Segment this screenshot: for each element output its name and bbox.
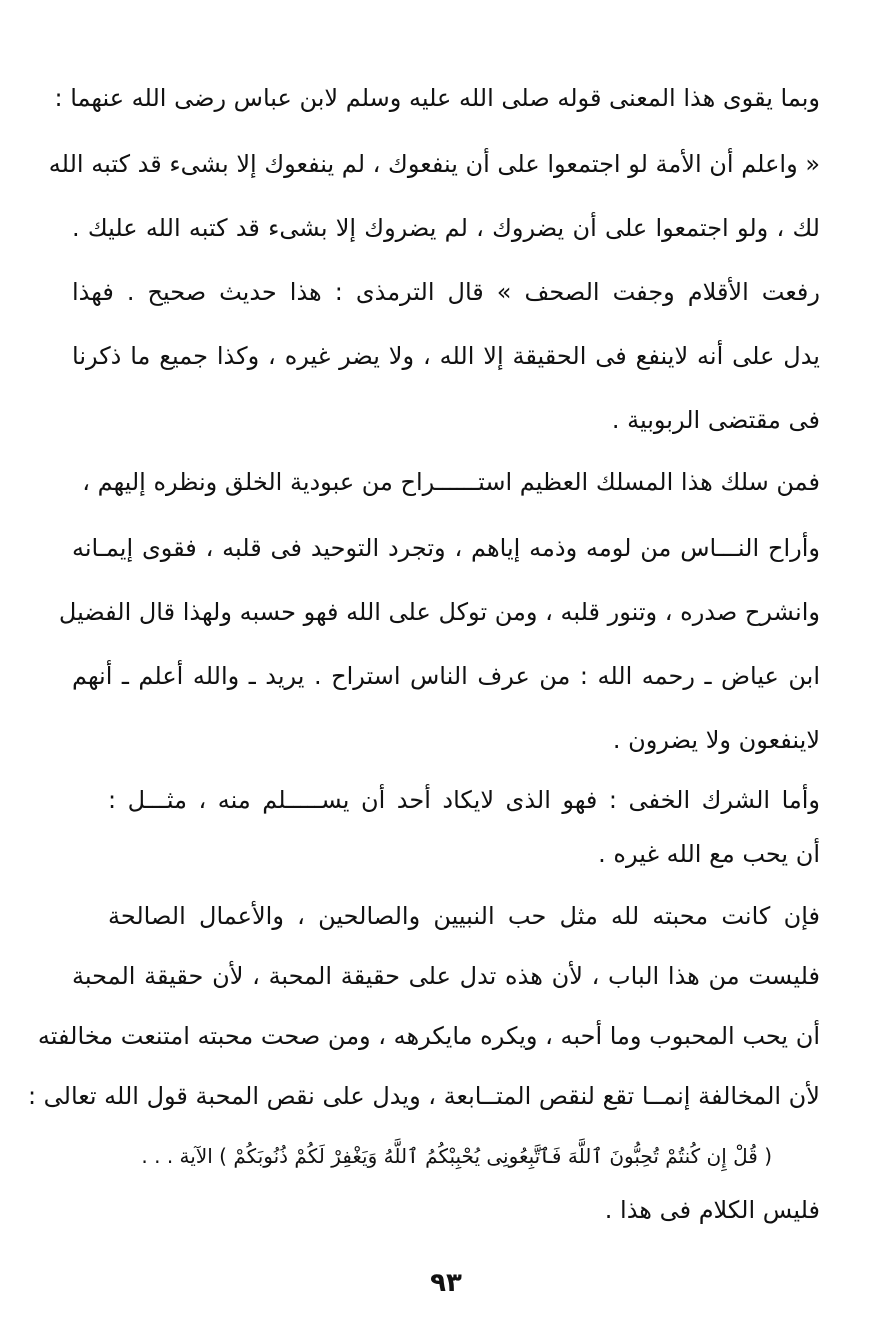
text-line: فليست من هذا الباب ، لأن هذه تدل على حقيقة المحبة ، لأن حقيقة المحبة: [72, 962, 820, 990]
verse-suffix: الآية . . .: [141, 1144, 213, 1168]
verse-close-paren: ): [219, 1144, 227, 1168]
text-line: لأن المخالفة إنمــا تقع لنقص المتــابعة ، ويدل على نقص المحبة قول الله تعالى :: [27, 1082, 820, 1110]
text-line: فى مقتضى الربوبية .: [611, 406, 820, 434]
text-line: فمن سلك هذا المسلك العظيم استــــــراح من عبودية الخلق ونظره إليهم ،: [82, 468, 820, 496]
text-line: « واعلم أن الأمة لو اجتمعوا على أن ينفعوك ، لم ينفعوك إلا بشىء قد كتبه الله: [48, 150, 820, 178]
text-line: وبما يقوى هذا المعنى قوله صلى الله عليه وسلم لابن عباس رضى الله عنهما :: [54, 84, 820, 112]
closing-line: فليس الكلام فى هذا .: [604, 1196, 820, 1224]
verse-text: قُلْ إِن كُنتُمْ تُحِبُّونَ ٱللَّهَ فَٱتَّبِعُونِى يُحْبِبْكُمُ ٱللَّهُ وَيَغْفِرْ لَكُمْ ذُنُوبَكُمْ: [233, 1144, 758, 1168]
text-line: وأما الشرك الخفى : فهو الذى لايكاد أحد أن يســـــلم منه ، مثـــل :: [108, 786, 820, 814]
text-line: أن يحب المحبوب وما أحبه ، ويكره مايكرهه ، ومن صحت محبته امتنعت مخالفته: [37, 1022, 820, 1050]
text-line: يدل على أنه لاينفع فى الحقيقة إلا الله ، ولا يضر غيره ، وكذا جميع ما ذكرنا: [72, 342, 820, 370]
text-line: رفعت الأقلام وجفت الصحف » قال الترمذى : هذا حديث صحيح . فهذا: [72, 278, 820, 306]
quran-verse-line: [141, 1138, 772, 1174]
text-line: وأراح النـــاس من لومه وذمه إياهم ، وتجرد التوحيد فى قلبه ، فقوى إيمـانه: [72, 534, 820, 562]
text-line: ابن عياض ـ رحمه الله : من عرف الناس استراح . يريد ـ والله أعلم ـ أنهم: [72, 662, 820, 690]
text-line: فإن كانت محبته لله مثل حب النبيين والصالحين ، والأعمال الصالحة: [108, 902, 820, 930]
text-line: وانشرح صدره ، وتنور قلبه ، ومن توكل على الله فهو حسبه ولهذا قال الفضيل: [58, 598, 820, 626]
verse-open-paren: (: [764, 1144, 772, 1168]
page-number: ٩٣: [430, 1268, 462, 1298]
text-line: أن يحب مع الله غيره .: [598, 840, 820, 868]
text-line: لاينفعون ولا يضرون .: [612, 726, 820, 754]
text-line: لك ، ولو اجتمعوا على أن يضروك ، لم يضروك إلا بشىء قد كتبه الله عليك .: [72, 214, 820, 242]
